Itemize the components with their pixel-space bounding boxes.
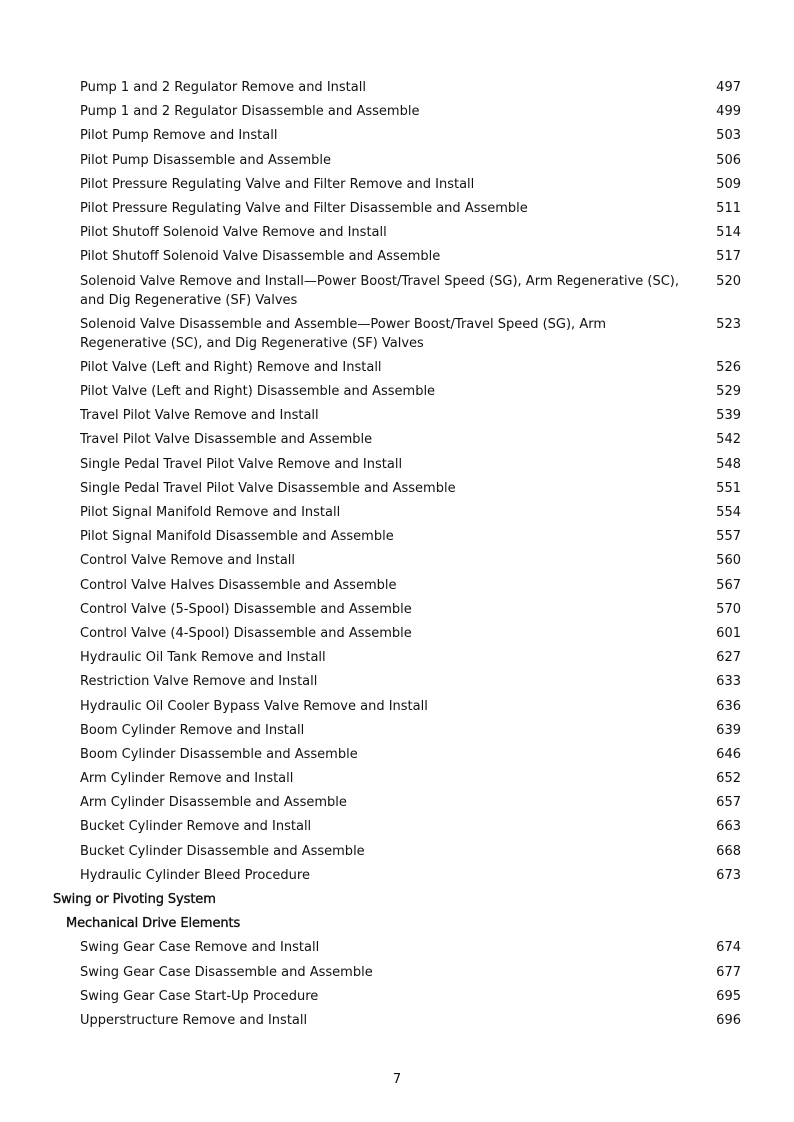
toc-entry-page: 503 xyxy=(716,128,741,144)
toc-entry-page: 657 xyxy=(716,795,741,811)
toc-entry[interactable] xyxy=(0,430,794,449)
toc-entry[interactable] xyxy=(0,247,794,266)
toc-entry-title: Swing Gear Case Start-Up Procedure xyxy=(80,988,319,1004)
toc-entry[interactable] xyxy=(0,721,794,740)
toc-entry-title: Mechanical Drive Elements xyxy=(66,916,241,932)
toc-entry-title: Upperstructure Remove and Install xyxy=(80,1012,308,1028)
toc-entry-page: 529 xyxy=(716,384,741,400)
toc-entry-title: Control Valve Remove and Install xyxy=(80,553,296,569)
toc-entry-title: Arm Cylinder Remove and Install xyxy=(80,771,294,787)
toc-entry-page: 567 xyxy=(716,577,741,593)
toc-entry-title: Pump 1 and 2 Regulator Disassemble and Assemble xyxy=(80,104,420,120)
toc-entry[interactable] xyxy=(0,551,794,570)
toc-entry-title: Solenoid Valve Remove and Install—Power Boost/Travel Speed (SG), Arm Regenerative (SC), and Dig Regenerative (SF) Valves xyxy=(80,273,679,308)
page-number: 7 xyxy=(392,1072,402,1087)
toc-entry-page: 542 xyxy=(716,432,741,448)
toc-entry[interactable] xyxy=(0,842,794,861)
toc-entry[interactable] xyxy=(0,406,794,425)
toc-entry[interactable] xyxy=(0,648,794,667)
toc-entry-page: 636 xyxy=(716,698,741,714)
toc-entry-page: 663 xyxy=(716,819,741,835)
toc-entry-title: Pilot Shutoff Solenoid Valve Remove and Install xyxy=(80,225,387,241)
toc-entry[interactable] xyxy=(0,769,794,788)
toc-entry-title: Control Valve Halves Disassemble and Assemble xyxy=(80,577,397,593)
table-of-contents xyxy=(0,78,794,1035)
toc-entry-page: 554 xyxy=(716,505,741,520)
toc-entry-title: Restriction Valve Remove and Install xyxy=(80,674,318,690)
toc-entry-page: 633 xyxy=(716,674,741,690)
toc-entry[interactable] xyxy=(0,382,794,401)
toc-entry-title: Pilot Signal Manifold Disassemble and Assemble xyxy=(80,529,394,545)
toc-entry[interactable] xyxy=(0,78,794,97)
toc-entry[interactable] xyxy=(0,479,794,498)
toc-entry-title: Pilot Valve (Left and Right) Remove and Install xyxy=(80,359,382,375)
toc-entry[interactable] xyxy=(0,126,794,145)
toc-entry[interactable] xyxy=(0,1011,794,1030)
toc-section-heading xyxy=(0,890,794,909)
toc-entry-page: 511 xyxy=(716,200,741,216)
toc-entry-page: 548 xyxy=(716,456,741,472)
toc-entry[interactable] xyxy=(0,624,794,643)
toc-entry-title: Single Pedal Travel Pilot Valve Remove and Install xyxy=(80,456,403,472)
toc-entry[interactable] xyxy=(0,987,794,1006)
toc-entry-page: 509 xyxy=(716,176,741,192)
toc-entry-title: Pilot Pressure Regulating Valve and Filter Disassemble and Assemble xyxy=(80,200,528,216)
toc-entry-title: Pilot Pressure Regulating Valve and Filter Remove and Install xyxy=(80,176,475,192)
toc-subsection-heading xyxy=(0,914,794,933)
toc-entry-page: 652 xyxy=(716,771,741,787)
toc-entry[interactable] xyxy=(0,223,794,242)
toc-entry-page: 526 xyxy=(716,359,741,375)
toc-entry-page: 514 xyxy=(716,225,741,241)
toc-entry-title: Travel Pilot Valve Disassemble and Assemble xyxy=(80,432,373,448)
toc-entry-page: 646 xyxy=(716,746,741,762)
toc-entry-title: Bucket Cylinder Disassemble and Assemble xyxy=(80,843,365,859)
toc-entry[interactable] xyxy=(0,503,794,522)
toc-entry[interactable] xyxy=(0,576,794,595)
toc-entry-page: 497 xyxy=(716,80,741,95)
toc-entry[interactable] xyxy=(0,793,794,812)
toc-entry-page: 677 xyxy=(716,964,741,980)
toc-entry-title: Pump 1 and 2 Regulator Remove and Install xyxy=(80,80,366,95)
toc-entry[interactable] xyxy=(0,600,794,619)
toc-entry[interactable] xyxy=(0,358,794,377)
toc-entry-title: Arm Cylinder Disassemble and Assemble xyxy=(80,795,347,811)
toc-entry-title: Pilot Pump Remove and Install xyxy=(80,128,278,144)
toc-entry[interactable] xyxy=(0,315,794,353)
toc-entry-page: 601 xyxy=(716,625,741,641)
toc-entry[interactable] xyxy=(0,175,794,194)
toc-entry-title: Bucket Cylinder Remove and Install xyxy=(80,819,312,835)
toc-entry-title: Pilot Signal Manifold Remove and Install xyxy=(80,505,341,520)
toc-entry[interactable] xyxy=(0,199,794,218)
toc-entry-title: Control Valve (4-Spool) Disassemble and Assemble xyxy=(80,625,412,641)
toc-entry-page: 639 xyxy=(716,722,741,738)
toc-entry-page: 520 xyxy=(716,273,741,289)
toc-entry-page: 696 xyxy=(716,1012,741,1028)
toc-entry-title: Pilot Pump Disassemble and Assemble xyxy=(80,152,331,168)
toc-entry[interactable] xyxy=(0,866,794,885)
toc-entry[interactable] xyxy=(0,938,794,957)
toc-entry-page: 570 xyxy=(716,601,741,617)
toc-entry-page: 668 xyxy=(716,843,741,859)
toc-entry-title: Single Pedal Travel Pilot Valve Disassemble and Assemble xyxy=(80,480,456,496)
toc-entry-title: Swing Gear Case Remove and Install xyxy=(80,940,320,956)
toc-entry-page: 506 xyxy=(716,152,741,168)
toc-entry-page: 539 xyxy=(716,408,741,424)
toc-entry[interactable] xyxy=(0,151,794,170)
toc-entry[interactable] xyxy=(0,817,794,836)
toc-entry-title: Solenoid Valve Disassemble and Assemble—Power Boost/Travel Speed (SG), Arm Regenerative (SC), and Dig Regenerative (SF) Valves xyxy=(80,316,606,351)
toc-entry-page: 674 xyxy=(716,940,741,956)
toc-entry[interactable] xyxy=(0,527,794,546)
toc-entry[interactable] xyxy=(0,697,794,716)
toc-entry[interactable] xyxy=(0,272,794,310)
toc-entry-page: 695 xyxy=(716,988,741,1004)
toc-entry-title: Pilot Valve (Left and Right) Disassemble and Assemble xyxy=(80,384,436,400)
toc-entry-title: Boom Cylinder Disassemble and Assemble xyxy=(80,746,358,762)
toc-entry-page: 523 xyxy=(716,316,741,332)
toc-entry-title: Hydraulic Cylinder Bleed Procedure xyxy=(80,867,310,883)
toc-entry-title: Control Valve (5-Spool) Disassemble and Assemble xyxy=(80,601,412,617)
toc-entry[interactable] xyxy=(0,672,794,691)
toc-entry-page: 560 xyxy=(716,553,741,569)
toc-entry[interactable] xyxy=(0,102,794,121)
toc-entry-page: 517 xyxy=(716,249,741,265)
toc-entry-page: 499 xyxy=(716,104,741,120)
toc-entry-page: 551 xyxy=(716,480,741,496)
toc-entry-title: Swing or Pivoting System xyxy=(53,892,216,907)
toc-entry-title: Pilot Shutoff Solenoid Valve Disassemble and Assemble xyxy=(80,249,441,265)
toc-entry-title: Boom Cylinder Remove and Install xyxy=(80,722,305,738)
toc-entry-page: 673 xyxy=(716,867,741,883)
toc-entry-page: 557 xyxy=(716,529,741,545)
toc-entry-title: Swing Gear Case Disassemble and Assemble xyxy=(80,964,373,980)
toc-entry[interactable] xyxy=(0,455,794,474)
toc-entry[interactable] xyxy=(0,963,794,982)
toc-entry-page: 627 xyxy=(716,650,741,666)
toc-entry[interactable] xyxy=(0,745,794,764)
toc-entry-title: Hydraulic Oil Tank Remove and Install xyxy=(80,650,326,666)
toc-entry-title: Travel Pilot Valve Remove and Install xyxy=(80,408,319,424)
toc-entry-title: Hydraulic Oil Cooler Bypass Valve Remove and Install xyxy=(80,698,428,714)
